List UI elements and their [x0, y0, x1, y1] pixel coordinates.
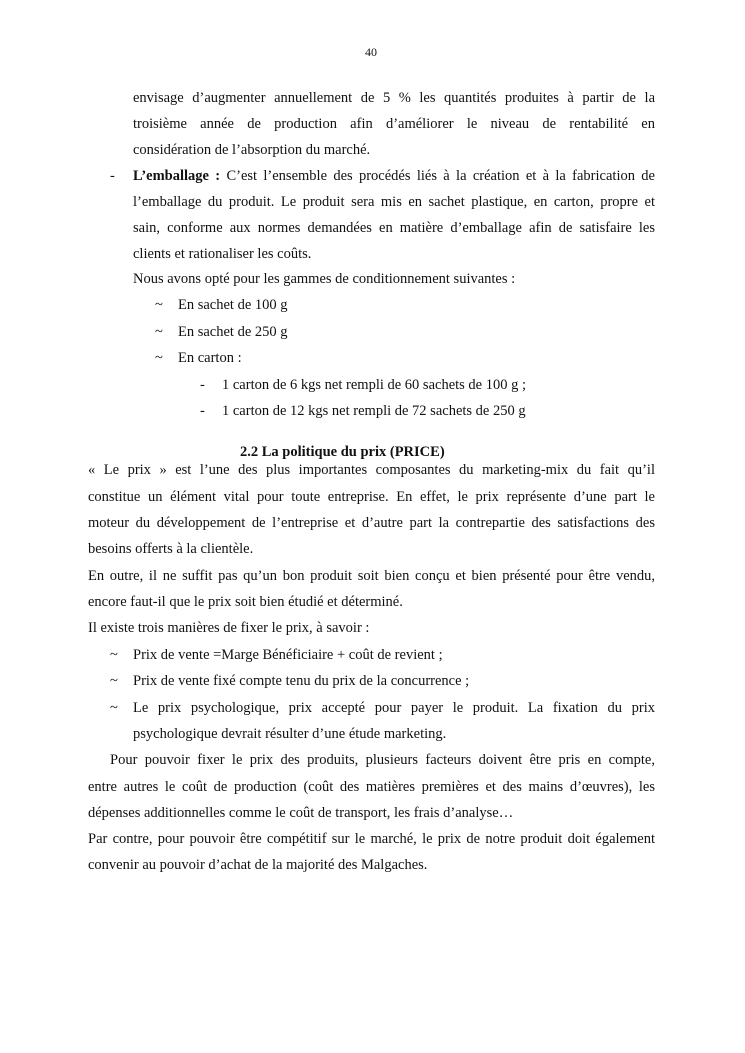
text-line: dépenses additionnelles comme le coût de transport, les frais d’analyse… [88, 805, 514, 821]
tilde-bullet: ~ [155, 350, 163, 366]
list-item: Prix de vente =Marge Bénéficiaire + coût de revient ; [133, 647, 443, 663]
tilde-bullet: ~ [110, 700, 118, 716]
emballage-term: L’emballage : [133, 168, 221, 184]
emballage-first-line [133, 167, 655, 185]
text-line: considération de l’absorption du marché. [133, 142, 371, 158]
text-line: constitue un élément vital pour toute entreprise. En effet, le prix représente d’une part le [88, 489, 655, 505]
list-item: En carton : [178, 350, 242, 366]
text-line: Nous avons opté pour les gammes de conditionnement suivantes : [133, 271, 516, 287]
dash-bullet: - [200, 377, 205, 393]
text-line: Pour pouvoir fixer le prix des produits, plusieurs facteurs doivent être pris en compte, [110, 752, 655, 768]
list-item: Prix de vente fixé compte tenu du prix de la concurrence ; [133, 673, 470, 689]
list-item: 1 carton de 6 kgs net rempli de 60 sachets de 100 g ; [222, 377, 527, 393]
text-line: besoins offerts à la clientèle. [88, 541, 254, 557]
list-item: Le prix psychologique, prix accepté pour payer le produit. La fixation du prix [133, 700, 655, 716]
text-line: encore faut-il que le prix soit bien étudié et déterminé. [88, 594, 403, 610]
text-line: l’emballage du produit. Le produit sera mis en sachet plastique, en carton, propre et [133, 194, 655, 210]
list-item: En sachet de 250 g [178, 324, 288, 340]
text-line: moteur du développement de l’entreprise et d’autre part la contrepartie des satisfactions des [88, 515, 655, 531]
dash-bullet: - [200, 403, 205, 419]
page-number: 40 [365, 45, 377, 59]
text-line: entre autres le coût de production (coût des matières premières et des mains d’œuvres), les [88, 779, 655, 795]
text-line: envisage d’augmenter annuellement de 5 % les quantités produites à partir de la [133, 90, 655, 106]
list-item: En sachet de 100 g [178, 297, 288, 313]
tilde-bullet: ~ [155, 324, 163, 340]
text-line: clients et rationaliser les coûts. [133, 246, 312, 262]
dash-bullet: - [110, 168, 115, 184]
tilde-bullet: ~ [110, 673, 118, 689]
tilde-bullet: ~ [110, 647, 118, 663]
text-line: sain, conforme aux normes demandées en matière d’emballage afin de satisfaire les [133, 220, 655, 236]
text-line: Par contre, pour pouvoir être compétitif sur le marché, le prix de notre produit doit également [88, 831, 655, 847]
text-line: troisième année de production afin d’améliorer le niveau de rentabilité en [133, 116, 655, 132]
list-item-continuation: psychologique devrait résulter d’une étude marketing. [133, 726, 447, 742]
text-line: convenir au pouvoir d’achat de la majorité des Malgaches. [88, 857, 428, 873]
list-item: 1 carton de 12 kgs net rempli de 72 sachets de 250 g [222, 403, 526, 419]
text-line: Il existe trois manières de fixer le prix, à savoir : [88, 620, 370, 636]
text-line: C’est l’ensemble des procédés liés à la création et à la fabrication de [220, 168, 655, 184]
text-line: « Le prix » est l’une des plus importantes composantes du marketing-mix du fait qu’il [88, 462, 655, 478]
tilde-bullet: ~ [155, 297, 163, 313]
text-line: En outre, il ne suffit pas qu’un bon produit soit bien conçu et bien présenté pour être vendu, [88, 568, 655, 584]
section-heading: 2.2 La politique du prix (PRICE) [240, 444, 445, 460]
